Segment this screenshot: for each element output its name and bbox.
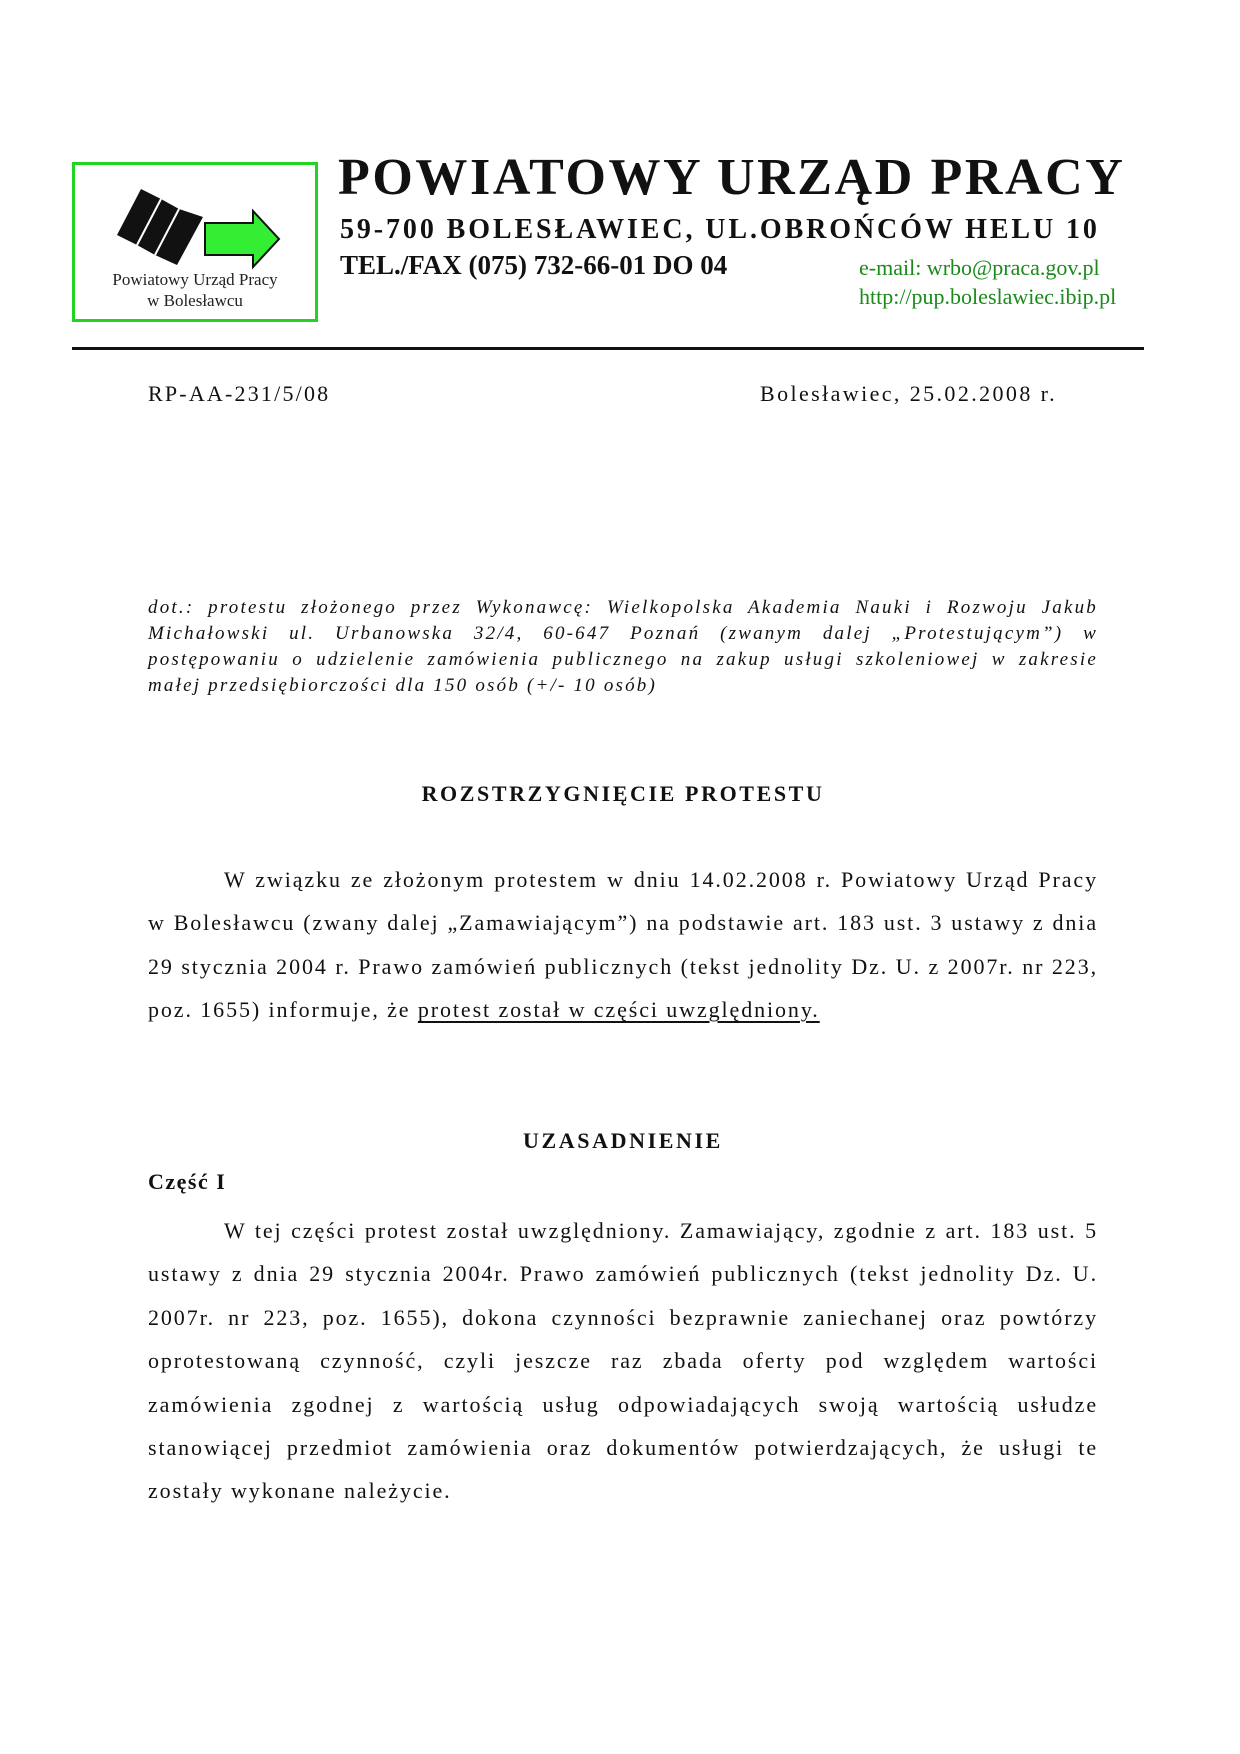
org-phone-fax: TEL./FAX (075) 732-66-01 DO 04 <box>340 250 728 280</box>
decision-heading: ROZSTRZYGNIĘCIE PROTESTU <box>421 781 825 806</box>
part1-paragraph: W tej części protest został uwzględniony. Zamawiający, zgodnie z art. 183 ust. 5 ustawy z dnia 29 stycznia 2004r. Prawo zamówień publicznych (tekst jednolity Dz. U. 2007r. nr 223, poz. 1655), dokona czynności bezprawnie zaniechanej oraz powtórzy oprotestowaną czynność, czyli jeszcze raz zbada oferty pod względem wartości zamówienia zgodnej z wartością usług odpowiadających swoją wartością usłudze stanowiącej przedmiot zamówienia oraz dokumentów potwierdzających, że usługi te zostały wykonane należycie. <box>148 1218 1098 1504</box>
org-website[interactable]: http://pup.boleslawiec.ibip.pl <box>859 284 1117 309</box>
logo-caption-line2: w Bolesławcu <box>147 291 243 310</box>
decision-paragraph <box>148 858 1098 1032</box>
subject-paragraph: dot.: protestu złożonego przez Wykonawcę: Wielkopolska Akademia Nauki i Rozwoju Jakub Michałowski ul. Urbanowska 32/4, 60-647 Poznań (zwanym dalej „Protestującym”) w postępowaniu o udzielenie zamówienia publicznego na zakup usługi szkoleniowej w zakresie małej przedsiębiorczości dla 150 osób (+/- 10 osób) <box>148 597 1098 696</box>
logo-caption <box>75 269 315 311</box>
decision-text: W związku ze złożonym protestem w dniu 14.02.2008 r. Powiatowy Urząd Pracy w Bolesławcu (zwany dalej „Zamawiającym”) na podstawie art. 183 ust. 3 ustawy z dnia 29 stycznia 2004 r. Prawo zamówień publicznych (tekst jednolity Dz. U. z 2007r. nr 223, poz. 1655) informuje, że <box>148 867 1098 1023</box>
place-date: Bolesławiec, 25.02.2008 r. <box>760 381 1058 406</box>
justification-heading: UZASADNIENIE <box>523 1128 723 1153</box>
header-divider <box>72 347 1144 350</box>
org-address: 59-700 BOLESŁAWIEC, UL.OBROŃCÓW HELU 10 <box>340 214 1100 245</box>
org-email[interactable]: e-mail: wrbo@praca.gov.pl <box>859 255 1100 280</box>
logo-emblem-icon <box>107 183 297 273</box>
part1-title: Część I <box>148 1169 227 1194</box>
logo-caption-line1: Powiatowy Urząd Pracy <box>112 270 278 289</box>
decision-outcome: protest został w części uwzględniony. <box>417 997 820 1023</box>
org-name: POWIATOWY URZĄD PRACY <box>338 149 1126 206</box>
logo <box>72 162 318 322</box>
reference-number: RP-AA-231/5/08 <box>148 381 331 406</box>
